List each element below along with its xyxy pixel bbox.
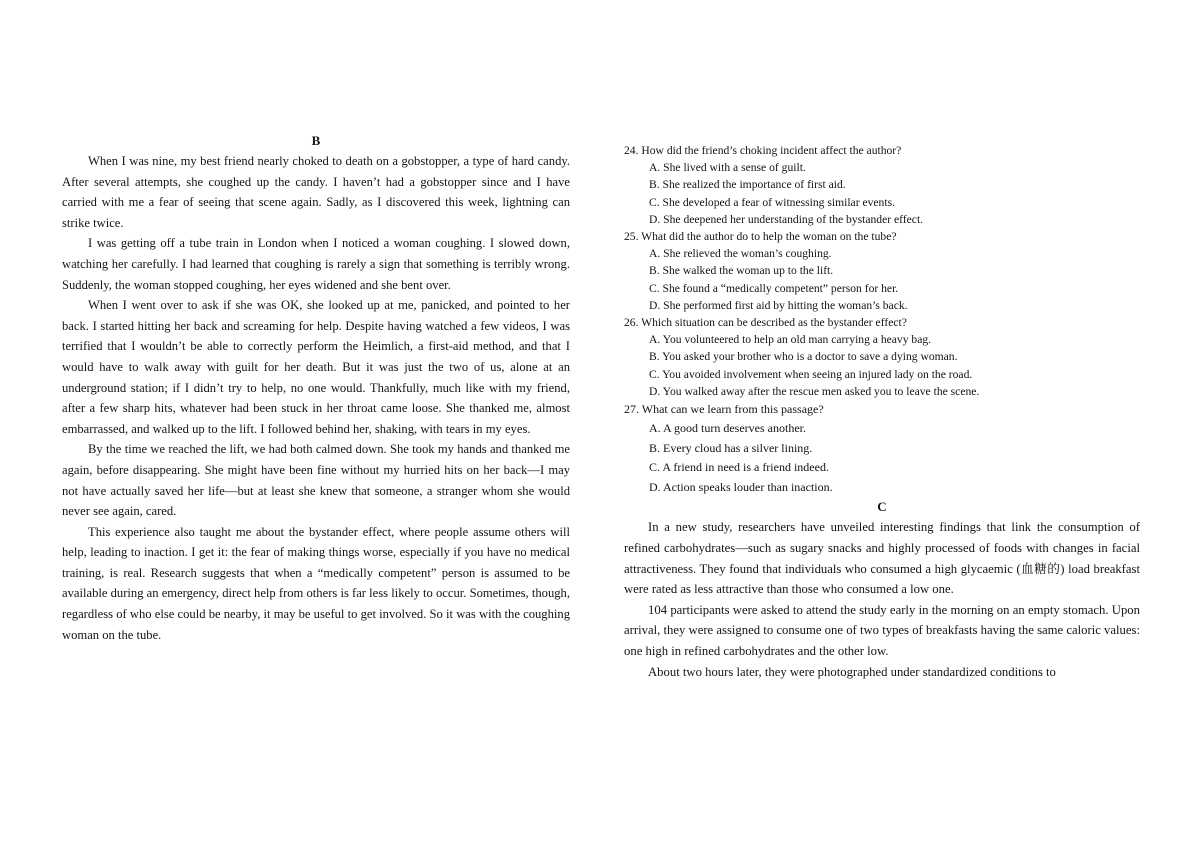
question-27 (624, 400, 1140, 497)
question-25 (624, 228, 1140, 314)
question-26-option-a: A. You volunteered to help an old man carrying a heavy bag. (649, 333, 932, 347)
passage-b-paragraph-2: I was getting off a tube train in London when I noticed a woman coughing. I slowed down, watching her carefully. I had learned that coughing is rarely a sign that something is terribly wrong. Suddenly, the woman stopped coughing, her eyes widened and she bent over. (62, 236, 570, 292)
passage-b-paragraph-4: By the time we reached the lift, we had both calmed down. She took my hands and thanked me again, before disappearing. She might have been fine without my hurried hits on her back—I may not have actually saved her life—but at least she knew that someone, a stranger whom she would never see again, cared. (62, 442, 570, 519)
passage-b-paragraph-5: This experience also taught me about the bystander effect, where people assume others will help, leading to inaction. I get it: the fear of making things worse, especially if you have no medical training, is real. Research suggests that when a “medically competent” person is assumed to be available during an emergency, direct help from others is far less likely to occur. Sometimes, though, regardless of who else could be nearby, it may be useful to get involved. So it was with the coughing woman on the tube. (62, 524, 570, 642)
question-27-option-a: A. A good turn deserves another. (649, 421, 806, 436)
passage-c-paragraph-3: About two hours later, they were photographed under standardized conditions to (648, 664, 1056, 679)
question-25-stem: 25. What did the author do to help the woman on the tube? (624, 230, 897, 244)
question-25-option-b: B. She walked the woman up to the lift. (649, 264, 834, 278)
question-25-option-c: C. She found a “medically competent” person for her. (649, 281, 899, 295)
passage-b-paragraph-3: When I went over to ask if she was OK, she looked up at me, panicked, and pointed to her back. I started hitting her back and screaming for help. Despite having watched a few videos, I was terrified that I wouldn’t be able to correctly perform the Heimlich, a first-aid method, and that I would have to walk away with guilt for her death. But it was just the two of us, alone at an underground station; if I didn’t try to help, no one would. Thankfully, much like with my friend, after a few sharp hits, whatever had been stuck in her throat came loose. She thanked me, almost embarrassed, and walked up to the lift. I followed behind her, shaking, with tears in my eyes. (62, 298, 570, 436)
question-26-option-b: B. You asked your brother who is a doctor to save a dying woman. (649, 350, 958, 364)
question-27-option-c: C. A friend in need is a friend indeed. (649, 460, 829, 475)
question-27-stem: 27. What can we learn from this passage? (624, 402, 824, 417)
section-b-heading: B (311, 133, 321, 148)
question-24 (624, 142, 1140, 228)
question-24-option-c: C. She developed a fear of witnessing similar events. (649, 195, 895, 209)
question-26-option-d: D. You walked away after the rescue men asked you to leave the scene. (649, 384, 980, 398)
question-25-option-a: A. She relieved the woman’s coughing. (649, 247, 832, 261)
passage-c-paragraph-1: In a new study, researchers have unveiled interesting findings that link the consumption of refined carbohydrates—such as sugary snacks and highly processed of foods with changes in facial attractiveness. They found that individuals who consumed a high glycaemic (血糖的) load breakfast were rated as less attractive than those who consumed a low one. (624, 520, 1140, 597)
passage-b-column (62, 132, 570, 645)
passage-b-paragraph-1: When I was nine, my best friend nearly choked to death on a gobstopper, a type of hard candy. After several attempts, she coughed up the candy. I haven’t had a gobstopper since and I have carried with me a fear of seeing that scene again. Sadly, as I discovered this week, lightning can strike twice. (62, 154, 570, 230)
question-26-option-c: C. You avoided involvement when seeing an injured lady on the road. (649, 367, 973, 381)
question-24-option-b: B. She realized the importance of first aid. (649, 178, 846, 192)
section-c-heading: C (877, 499, 887, 515)
question-25-option-d: D. She performed first aid by hitting the woman’s back. (649, 298, 908, 312)
question-24-option-d: D. She deepened her understanding of the bystander effect. (649, 212, 924, 226)
question-26-stem: 26. Which situation can be described as the bystander effect? (624, 316, 907, 330)
passage-c-paragraph-2: 104 participants were asked to attend the study early in the morning on an empty stomach. Upon arrival, they were assigned to consume one of two types of breakfasts having the same caloric values: one high in refined carbohydrates and the other low. (624, 602, 1140, 658)
question-24-stem: 24. How did the friend’s choking incident affect the author? (624, 144, 902, 157)
question-26 (624, 314, 1140, 400)
question-27-option-d: D. Action speaks louder than inaction. (649, 479, 833, 494)
questions-and-passage-c-column (624, 142, 1140, 682)
question-24-option-a: A. She lived with a sense of guilt. (649, 161, 806, 175)
question-27-option-b: B. Every cloud has a silver lining. (649, 440, 813, 455)
